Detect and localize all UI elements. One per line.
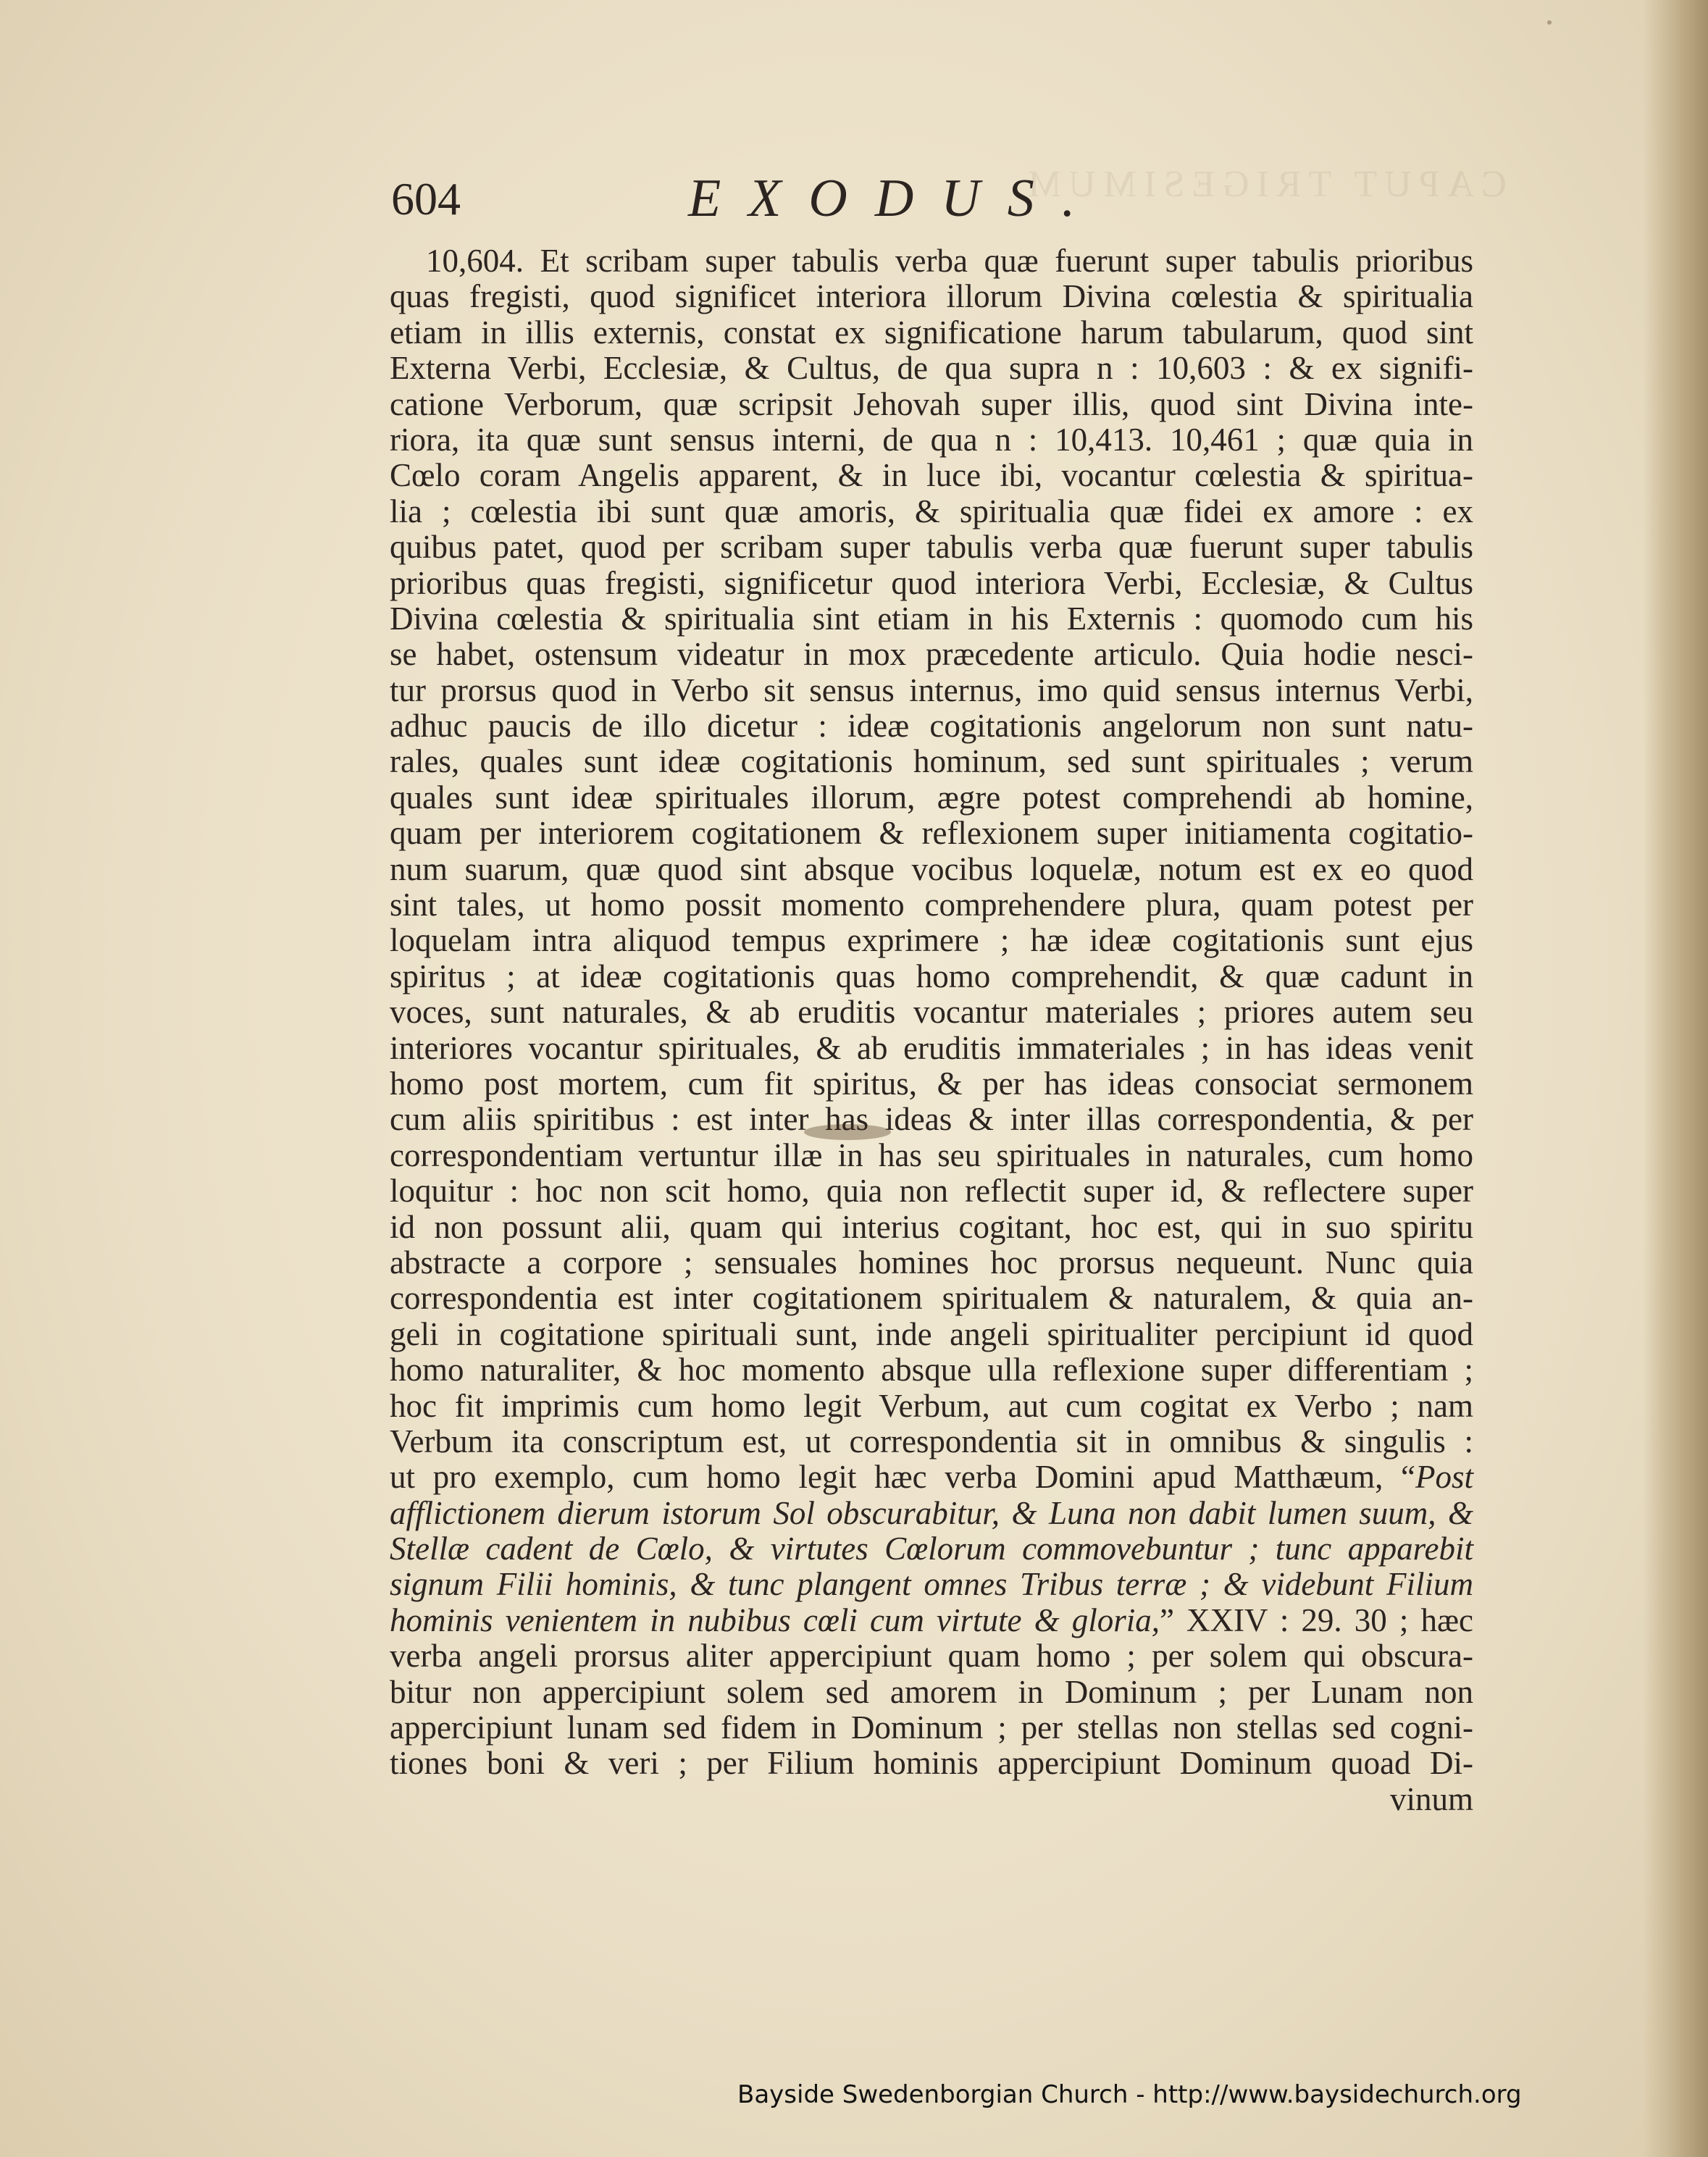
text-line: rales, quales sunt ideæ cogitationis hominum, sed sunt spirituales ; verum	[390, 743, 1473, 780]
italic-line: afflictionem dierum istorum Sol obscurabitur, & Luna non dabit lumen suum, &	[390, 1494, 1473, 1531]
body-text	[390, 243, 1473, 1817]
text-line: tur prorsus quod in Verbo sit sensus internus, imo quid sensus internus Verbi,	[390, 671, 1473, 708]
text-line: quam per interiorem cogitationem & reflexionem super initiamenta cogitatio-	[390, 815, 1473, 852]
text-line: interiores vocantur spirituales, & ab eruditis immateriales ; in has ideas venit	[390, 1029, 1473, 1066]
text-line: Cœlo coram Angelis apparent, & in luce ibi, vocantur cœlestia & spiritua-	[390, 457, 1473, 494]
text-line: voces, sunt naturales, & ab eruditis vocantur materiales ; priores autem seu	[390, 994, 1473, 1031]
text-line: cum aliis spiritibus : est inter has ideas & inter illas correspondentia, & per	[390, 1101, 1473, 1138]
text-line: adhuc paucis de illo dicetur : ideæ cogitationis angelorum non sunt natu-	[390, 708, 1473, 745]
running-head: EXODUS.	[688, 169, 1103, 228]
text-line: num suarum, quæ quod sint absque vocibus loquelæ, notum est ex eo quod	[390, 850, 1473, 887]
text-line-mixed	[390, 1459, 1473, 1495]
text-line: quas fregisti, quod significet interiora illorum Divina cœlestia & spiritualia	[390, 278, 1473, 315]
line-text-roman: ut pro exemplo, cum homo legit hæc verba Domini apud Matthæum, “	[390, 1459, 1415, 1496]
bleed-through-text: CAPUT TRIGESIMUM	[1021, 164, 1507, 205]
line-text-roman: ” XXIV : 29. 30 ; hæc	[1159, 1601, 1473, 1638]
text-line: appercipiunt lunam sed fidem in Dominum ; per stellas non stellas sed cogni-	[390, 1709, 1473, 1746]
text-line: verba angeli prorsus aliter appercipiunt quam homo ; per solem qui obscura-	[390, 1638, 1473, 1675]
italic-line: signum Filii hominis, & tunc plangent omnes Tribus terræ ; & videbunt Filium	[390, 1566, 1473, 1603]
book-spine-shadow	[1643, 0, 1708, 2157]
text-line: lia ; cœlestia ibi sunt quæ amoris, & spiritualia quæ fidei ex amore : ex	[390, 493, 1473, 529]
ink-stain	[804, 1124, 891, 1140]
text-line: riora, ita quæ sunt sensus interni, de qua n : 10,413. 10,461 ; quæ quia in	[390, 421, 1473, 458]
text-line: Divina cœlestia & spiritualia sint etiam in his Externis : quomodo cum his	[390, 600, 1473, 637]
text-line: quales sunt ideæ spirituales illorum, ægre potest comprehendi ab homine,	[390, 779, 1473, 816]
text-line: geli in cogitatione spirituali sunt, inde angeli spiritualiter percipiunt id quod	[390, 1315, 1473, 1352]
text-line: spiritus ; at ideæ cogitationis quas homo comprehendit, & quæ cadunt in	[390, 958, 1473, 994]
line-text-italic: Post	[1415, 1459, 1473, 1496]
ink-speck	[1547, 20, 1552, 25]
text-line: loquelam intra aliquod tempus exprimere ; hæ ideæ cogitationis sunt ejus	[390, 922, 1473, 959]
text-line: etiam in illis externis, constat ex significatione harum tabularum, quod sint	[390, 314, 1473, 351]
text-line: se habet, ostensum videatur in mox præcedente articulo. Quia hodie nesci-	[390, 636, 1473, 673]
text-line: id non possunt alii, quam qui interius cogitant, hoc est, qui in suo spiritu	[390, 1208, 1473, 1245]
text-line: loquitur : hoc non scit homo, quia non reflectit super id, & reflectere super	[390, 1173, 1473, 1210]
text-line: bitur non appercipiunt solem sed amorem in Dominum ; per Lunam non	[390, 1673, 1473, 1710]
text-line: Externa Verbi, Ecclesiæ, & Cultus, de qua supra n : 10,603 : & ex signifi-	[390, 350, 1473, 387]
catchword: vinum	[1389, 1780, 1473, 1817]
text-line: quibus patet, quod per scribam super tabulis verba quæ fuerunt super tabulis	[390, 529, 1473, 566]
text-line: tiones boni & veri ; per Filium hominis appercipiunt Dominum quoad Di-	[390, 1745, 1473, 1782]
text-line: 10,604. Et scribam super tabulis verba quæ fuerunt super tabulis prioribus	[426, 243, 1473, 279]
text-line: correspondentia est inter cogitationem spiritualem & naturalem, & quia an-	[390, 1280, 1473, 1317]
page-number: 604	[391, 173, 461, 225]
watermark-credit: Bayside Swedenborgian Church - http://www.baysidechurch.org	[737, 2080, 1522, 2109]
text-line: sint tales, ut homo possit momento comprehendere plura, quam potest per	[390, 887, 1473, 923]
text-line: Verbum ita conscriptum est, ut correspondentia sit in omnibus & singulis :	[390, 1423, 1473, 1459]
line-text-italic: hominis venientem in nubibus cœli cum virtute & gloria,	[390, 1601, 1160, 1638]
text-line: hoc fit imprimis cum homo legit Verbum, aut cum cogitat ex Verbo ; nam	[390, 1387, 1473, 1424]
text-line: homo post mortem, cum fit spiritus, & per has ideas consociat sermonem	[390, 1065, 1473, 1102]
italic-line: Stellæ cadent de Cœlo, & virtutes Cœlorum commovebuntur ; tunc apparebit	[390, 1530, 1473, 1567]
text-line: abstracte a corpore ; sensuales homines hoc prorsus nequeunt. Nunc quia	[390, 1244, 1473, 1281]
text-line: homo naturaliter, & hoc momento absque ulla reflexione super differentiam ;	[390, 1352, 1473, 1389]
text-line: prioribus quas fregisti, significetur quod interiora Verbi, Ecclesiæ, & Cultus	[390, 564, 1473, 601]
text-line: correspondentiam vertuntur illæ in has seu spirituales in naturales, cum homo	[390, 1136, 1473, 1173]
text-line: catione Verborum, quæ scripsit Jehovah super illis, quod sint Divina inte-	[390, 385, 1473, 422]
text-line-mixed	[390, 1603, 1473, 1638]
